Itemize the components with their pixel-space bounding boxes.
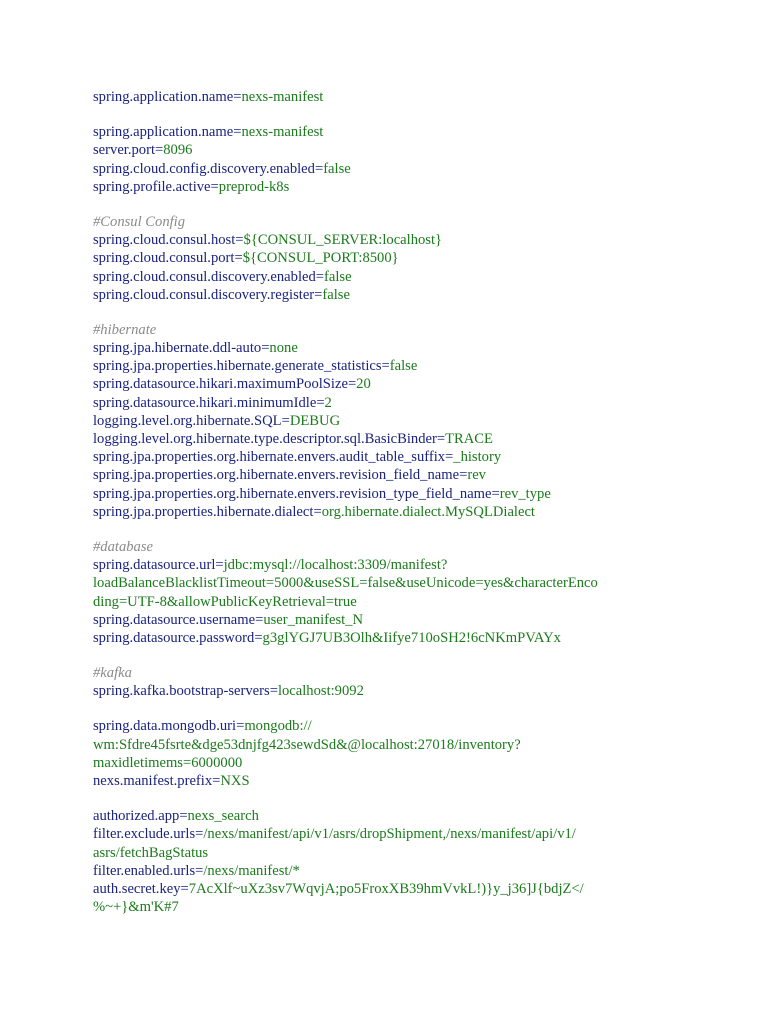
property-line [93,412,733,430]
property-key: spring.datasource.username [93,611,256,628]
property-line [93,772,733,790]
property-value-continued: maxidletimems=6000000 [93,754,243,771]
equals-sign: = [313,503,322,520]
property-line [93,160,733,178]
property-key: spring.jpa.properties.org.hibernate.envers.revision_field_name [93,467,460,484]
property-key: spring.datasource.url [93,557,216,574]
blank-line [93,790,733,807]
property-value: NXS [220,773,250,789]
property-line [93,485,733,503]
property-value: rev_type [499,485,551,502]
property-line [93,339,733,357]
property-value: none [269,340,298,357]
equals-sign: = [381,358,390,375]
property-value: ${CONSUL_SERVER:localhost} [243,232,443,249]
property-value: 20 [356,376,371,393]
equals-sign: = [155,142,164,159]
equals-sign: = [347,376,357,393]
property-line [93,807,733,825]
blank-line [93,106,733,123]
property-line [93,556,733,574]
property-value: jdbc:mysql://localhost:3309/manifest? [223,557,448,574]
property-value: false [324,268,352,285]
property-value-continued: wm:Sfdre45fsrte&dge53dnjfg423sewdSd&@localhost:27018/inventory? [93,736,521,753]
property-line [93,286,733,304]
property-value: _history [453,449,502,466]
property-line [93,466,733,484]
property-value: preprod-k8s [218,178,290,195]
property-key: server.port [93,142,156,159]
equals-sign: = [179,808,188,825]
property-value: false [323,160,351,177]
property-key: auth.secret.key [93,880,181,897]
continuation-line [93,593,733,611]
property-key: spring.cloud.consul.discovery.enabled [93,268,316,285]
property-value: /nexs/manifest/api/v1/asrs/dropShipment,/nexs/manifest/api/v1/ [203,826,576,843]
equals-sign: = [445,449,454,466]
property-value-continued: asrs/fetchBagStatus [93,844,209,861]
property-value: g3glYGJ7UB3Olh&Iifye710oSH2!6cNKmPVAYx [262,629,561,646]
property-key: spring.profile.active [93,178,211,195]
property-key: spring.datasource.password [93,629,255,646]
property-line [93,682,733,700]
property-line [93,717,733,735]
comment-text: #hibernate [93,321,157,338]
continuation-line [93,574,733,592]
property-key: spring.cloud.consul.discovery.register [93,286,315,303]
comment-line [93,664,733,682]
property-line [93,123,733,141]
property-line [93,862,733,880]
property-key: spring.jpa.properties.hibernate.generate_statistics [93,358,382,375]
equals-sign: = [212,773,221,789]
property-line [93,231,733,249]
property-value: 7AcXlf~uXz3sv7WqvjA;po5FroxXB39hmVvkL!)}y_j36]J{bdjZ</ [188,880,584,897]
property-line [93,880,733,898]
property-value: false [322,286,350,303]
property-value-continued: loadBalanceBlacklistTimeout=5000&useSSL=false&useUnicode=yes&characterEnco [93,575,598,592]
equals-sign: = [195,826,204,843]
comment-line [93,213,733,231]
continuation-line [93,898,733,916]
property-value: 2 [324,394,332,411]
comment-line [93,538,733,556]
equals-sign: = [315,268,325,285]
property-key: spring.jpa.properties.org.hibernate.envers.audit_table_suffix [93,449,446,466]
equals-sign: = [215,557,224,574]
property-line [93,88,733,106]
blank-line [93,700,733,717]
property-value: 8096 [163,142,193,159]
equals-sign: = [436,431,446,447]
property-line [93,268,733,286]
comment-text: #Consul Config [93,213,186,230]
property-line [93,611,733,629]
property-value-continued: ding=UTF-8&allowPublicKeyRetrieval=true [93,593,357,610]
property-line [93,141,733,159]
blank-line [93,521,733,538]
property-key: spring.kafka.bootstrap-servers [93,683,270,700]
property-value: nexs-manifest [241,124,324,141]
continuation-line [93,754,733,772]
property-key: spring.jpa.properties.hibernate.dialect [93,503,314,520]
property-key: logging.level.org.hibernate.SQL [93,412,282,429]
equals-sign: = [254,629,263,646]
property-value: ${CONSUL_PORT:8500} [242,250,399,267]
properties-document [93,88,733,916]
equals-sign: = [236,718,245,735]
property-key: logging.level.org.hibernate.type.descriptor.sql.BasicBinder [93,431,437,447]
property-key: spring.datasource.hikari.maximumPoolSize [93,376,348,393]
continuation-line [93,736,733,754]
property-value: nexs-manifest [241,89,324,105]
equals-sign: = [459,467,468,484]
property-key: spring.jpa.hibernate.ddl-auto [93,340,262,357]
equals-sign: = [314,286,323,303]
comment-text: #database [93,538,153,555]
equals-sign: = [234,250,243,267]
property-key: spring.cloud.config.discovery.enabled [93,160,315,177]
blank-line [93,196,733,213]
property-line [93,825,733,843]
equals-sign: = [233,89,242,105]
property-key: spring.cloud.consul.host [93,232,236,249]
equals-sign: = [316,394,325,411]
property-line [93,430,733,448]
property-key: spring.cloud.consul.port [93,250,235,267]
property-line [93,448,733,466]
property-value: false [389,358,418,375]
property-key: spring.data.mongodb.uri [93,718,237,735]
property-key: filter.exclude.urls [93,826,196,843]
blank-line [93,304,733,321]
property-value: localhost:9092 [277,683,364,700]
property-key: spring.application.name [93,89,234,105]
equals-sign: = [210,178,219,195]
property-line [93,629,733,647]
comment-line [93,321,733,339]
property-line [93,249,733,267]
equals-sign: = [235,232,244,249]
equals-sign: = [195,862,204,879]
continuation-line [93,844,733,862]
property-value: user_manifest_N [263,611,364,628]
blank-line [93,647,733,664]
property-key: spring.datasource.hikari.minimumIdle [93,394,317,411]
property-line [93,357,733,375]
equals-sign: = [255,611,264,628]
property-value: /nexs/manifest/* [203,862,300,879]
equals-sign: = [281,412,290,429]
property-line [93,178,733,196]
property-value: nexs_search [187,808,259,825]
property-key: filter.enabled.urls [93,862,196,879]
property-line [93,394,733,412]
equals-sign: = [491,485,500,502]
property-line [93,375,733,393]
property-key: authorized.app [93,808,180,825]
property-value: org.hibernate.dialect.MySQLDialect [321,503,535,520]
equals-sign: = [180,880,189,897]
property-value: mongodb:// [244,718,312,735]
property-key: spring.application.name [93,124,234,141]
equals-sign: = [269,683,278,700]
property-key: spring.jpa.properties.org.hibernate.envers.revision_type_field_name [93,485,492,502]
property-value: DEBUG [289,412,341,429]
equals-sign: = [233,124,242,141]
equals-sign: = [261,340,270,357]
property-value: rev [467,467,486,484]
property-key: nexs.manifest.prefix [93,773,213,789]
property-value-continued: %~+}&m'K#7 [93,899,179,916]
comment-text: #kafka [93,665,132,682]
property-line [93,503,733,521]
equals-sign: = [314,160,324,177]
property-value: TRACE [445,431,493,447]
